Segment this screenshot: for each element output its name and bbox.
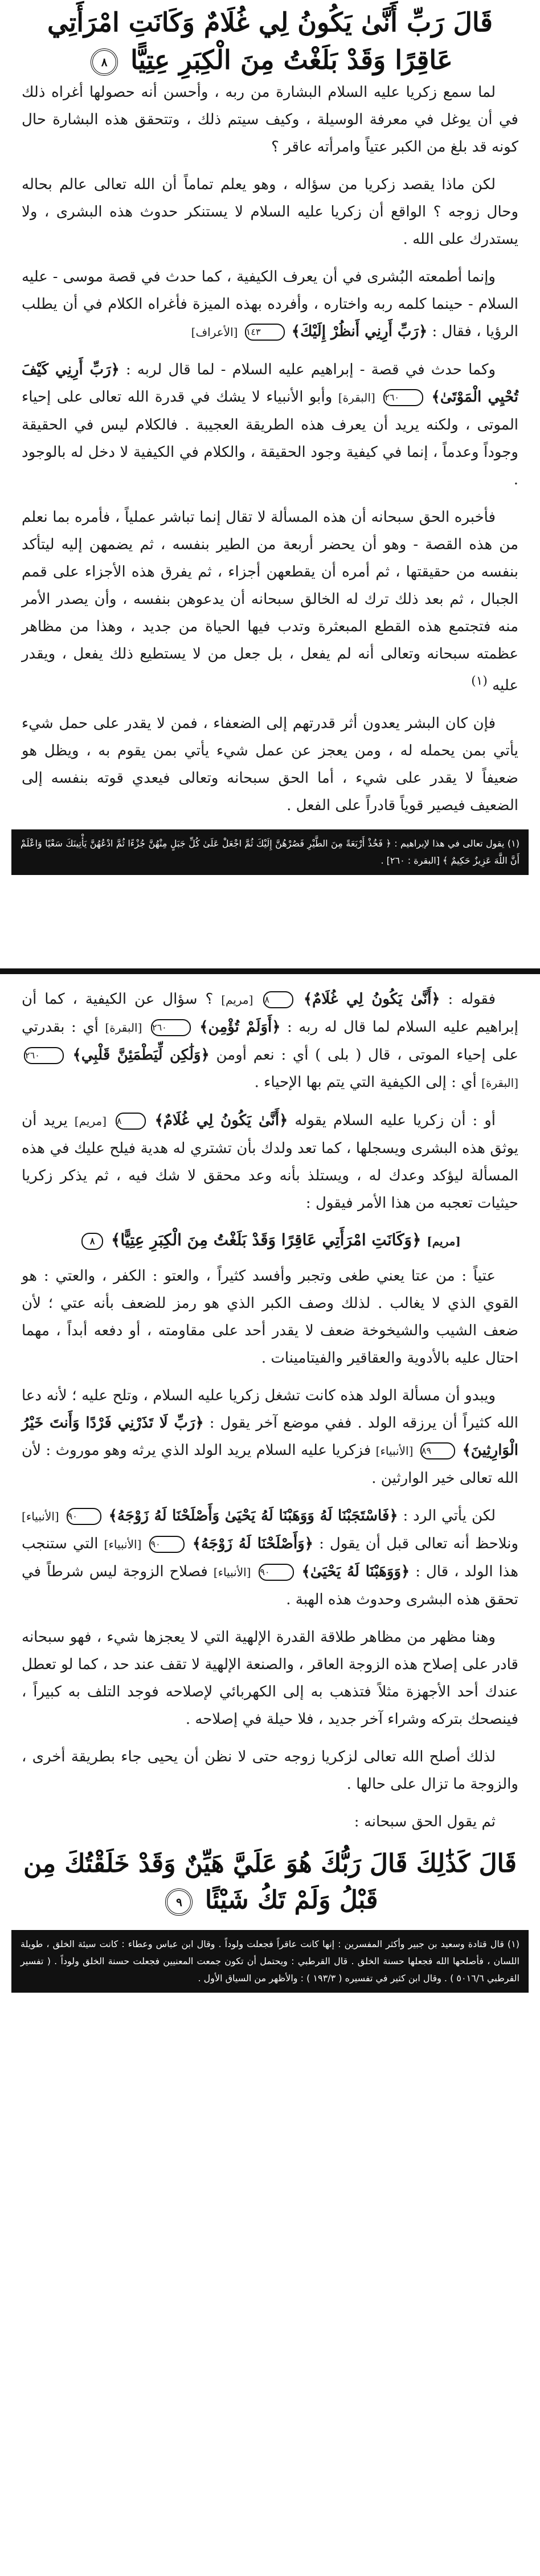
verse-number: ٢٦٠ (383, 389, 423, 406)
surah-reference: [ البقرة ] (338, 391, 375, 404)
verse-number-badge: ٨ (91, 48, 118, 76)
paragraph: لما سمع زكريا عليه السلام البشارة من ربه ، وأحسن أنه حصولها أغراه ذلك في أن يوغل في معرفة الوسيلة ، وكيف سيتم ذلك ، وتتحقق هذه البشارة حال كونه قد بلغ من الكبر عتياً وامرأته عاقر ؟ (22, 84, 518, 156)
quran-quote: ﴿ وَوَهَبْنَا لَهُ يَحْيَىٰ ﴾ (302, 1563, 410, 1580)
quran-quote: ﴿ رَبِّ أَرِنِي أَنظُرْ إِلَيْكَ ﴾ (292, 323, 427, 340)
quran-quote: ﴿ أَنَّىٰ يَكُونُ لِي غُلَامٌ ﴾ (304, 991, 440, 1008)
quran-quote: ﴿ وَأَصْلَحْنَا لَهُ زَوْجَهُ ﴾ (193, 1535, 313, 1552)
surah-reference: [ البقرة ] (105, 1021, 142, 1035)
paragraph: لذلك أصلح الله تعالى لزكريا زوجه حتى لا نظن أن يحيى جاء بطريقة أخرى ، والزوجة ما تزال على حالها . (22, 1748, 518, 1793)
surah-reference: [ البقرة ] (481, 1076, 518, 1090)
paragraph: وهنا مظهر من مظاهر طلاقة القدرة الإلهية التي لا يعجزها شيء ، فهو سبحانه قادر على إصلاح هذه الزوجة العاقر ، والصنعة الإلهية لا تقف عند حد ، كما لو تعطل عندك أحد الأجهزة مثلاً فتذهب به إلى الكهربائي لإصلاحه فوجد التلف به كبيراً ، فينصحك بتركه وشراء آخر جديد ، فلا حيلة في إصلاحه . (22, 1629, 518, 1728)
verse-heading: قَالَ رَبِّ أَنَّىٰ يَكُونُ لِي غُلَامٌ وَكَانَتِ امْرَأَتِي عَاقِرًا وَقَدْ بَلَغْتُ مِنَ الْكِبَرِ عِتِيًّا ٨ (47, 7, 493, 75)
quran-quote: ﴿ وَلَٰكِن لِّيَطْمَئِنَّ قَلْبِي ﴾ (72, 1046, 209, 1064)
quran-quote: ﴿ أَوَلَمْ تُؤْمِن ﴾ (199, 1019, 280, 1036)
footnote: (١) قال قتادة وسعيد بن جبير وأكثر المفسرين : إنها كانت عاقراً فجعلت ولوداً . وقال ابن عباس وعطاء : كانت سيئة الخلق ، طويلة اللسان ، فأصلحها الله فجعلها حسنة الخلق . قال القرطبي : ويحتمل أن تكون جمعت المعنيين فجعلت حسنة الخلق ولوداً . ( تفسير القرطبي ٥٠١٦/٦ ) . وقال ابن كثير في تفسيره ( ١٩٣/٣ ) : والأظهر من السياق الأول . (11, 1930, 529, 1993)
verse-number: ٢٦٠ (24, 1047, 64, 1064)
page-one (0, 0, 540, 968)
centered-quran-quote: [ مريم ] ﴿ وَكَانَتِ امْرَأَتِي عَاقِرًا وَقَدْ بَلَغْتُ مِنَ الْكِبَرِ عِتِيًّا ﴾ ٨ (22, 1227, 518, 1254)
surah-reference: [ الأنبياء ] (214, 1565, 251, 1579)
verse-number: ٩٠ (149, 1536, 184, 1553)
paragraph: فقوله : ﴿ أَنَّىٰ يَكُونُ لِي غُلَامٌ ﴾ ٨ [ مريم ] ؟ سؤال عن الكيفية ، كما أن إبراهيم عليه السلام لما قال له ربه : ﴿ أَوَلَمْ تُؤْمِن ﴾ ٢٦٠ [ البقرة ] أي : بقدرتي على إحياء الموتى ، قال ( بلى ) أي : نعم أومن ﴿ وَلَٰكِن لِّيَطْمَئِنَّ قَلْبِي ﴾ ٢٦٠ [ البقرة ] أي : إلى الكيفية التي يتم بها الإحياء . (22, 986, 518, 1097)
quran-quote: ﴿ فَاسْتَجَبْنَا لَهُ وَوَهَبْنَا لَهُ يَحْيَىٰ وَأَصْلَحْنَا لَهُ زَوْجَهُ ﴾ (109, 1507, 398, 1524)
paragraph: وإنما أطمعته البُشرى في أن يعرف الكيفية ، كما حدث في قصة موسى - عليه السلام - حينما كلمه ربه واختاره ، وأفرده بهذه الميزة فأغراه الكلام في أن يطلب الرؤيا ، فقال : ﴿ رَبِّ أَرِنِي أَنظُرْ إِلَيْكَ ﴾ ١٤٣ [ الأعراف ] (22, 263, 518, 346)
verse-number: ٨ (116, 1113, 146, 1130)
paragraph: أو : أن زكريا عليه السلام يقوله ﴿ أَنَّىٰ يَكُونُ لِي غُلَامٌ ﴾ ٨ [ مريم ] يريد أن يوثق هذه البشرى ويسجلها ، كما تعد ولدك بأن تشتري له هدية فيلح عليك في هذه المسألة ليؤكد وعدك له ، ويستلذ بأنه وعد محقق لا شك فيه ، ثم يذكر زكريا حيثيات تعجبه من هذا الأمر فيقول : (22, 1107, 518, 1217)
surah-reference: [ الأعراف ] (191, 325, 238, 339)
paragraph: فأخبره الحق سبحانه أن هذه المسألة لا تقال إنما تباشر عملياً ، فأمره بما نعلم من هذه القصة - وهو أن يحضر أربعة من الطير بنفسه ، ثم يضمهن إليه ليتأكد بنفسه من حقيقتها ، ثم أمره أن يقطعهن أجزاء ، ثم يفرق هذه الأجزاء على قمم الجبال ، ثم بعد ذلك ترك له الخالق سبحانه أن يدعوهن بنفسه ، وأن يصدر الأمر منه فتجتمع هذه القطع المبعثرة وتدب فيها الحياة من جديد ، وهذا من مظاهر عظمته سبحانه وتعالى أنه لم يفعل ، بل جعل من لا يستطيع ذلك يفعل ، ويقدر عليه $^{(١)}$ (22, 509, 518, 694)
verse-number: ١٤٣ (245, 324, 285, 341)
verse-number: ٨ (81, 1233, 103, 1250)
paragraph: عتياً : من عتا يعني طغى وتجبر وأفسد كثيراً ، والعتو : الكفر ، والعتي : هو القوي الذي لا يغالب . لذلك وصف الكبر الذي هو رمز للضعف بأنه عتي ؛ لأن ضعف الشيب والشيخوخة ضعف لا يقدر أحد على مقاومته ، أو دفعه أبداً ، مهما احتال عليه بالأدوية والعقاقير والفيتامينات . (22, 1267, 518, 1367)
surah-reference: [ الأنبياء ] (22, 1510, 59, 1523)
quran-quote: ﴿ رَبِّ لَا تَذَرْنِي فَرْدًا وَأَنتَ خَيْرُ الْوَارِثِينَ ﴾ (22, 1414, 518, 1459)
surah-reference: [ مريم ] (221, 993, 253, 1007)
verse-number: ٩٠ (67, 1508, 101, 1525)
surah-reference: [ الأنبياء ] (376, 1444, 414, 1458)
surah-reference: [ مريم ] (75, 1114, 107, 1128)
quran-quote: ﴿ رَبِّ أَرِنِي كَيْفَ تُحْيِي الْمَوْتَىٰ ﴾ (22, 361, 518, 406)
verse-number: ٨٩ (420, 1442, 455, 1459)
paragraph: وكما حدث في قصة - إبراهيم عليه السلام - لما قال لربه : ﴿ رَبِّ أَرِنِي كَيْفَ تُحْيِي الْمَوْتَىٰ ﴾ ٢٦٠ [ البقرة ] وأبو الأنبياء لا يشك في قدرة الله تعالى على إحياء الموتى ، ولكنه يريد أن يعرف هذه الطريقة العجيبة . فالكلام ليس في الحقيقة وجوداً وعدماً ، إنما في كيفية وجود الحقيقة ، والكلام في الكيفية لا دخل له بالوجود . (22, 356, 518, 493)
verse-number: ٨ (263, 991, 293, 1008)
closing-verse: قَالَ كَذَٰلِكَ قَالَ رَبُّكَ هُوَ عَلَيَّ هَيِّنٌ وَقَدْ خَلَقْتُكَ مِن قَبْلُ وَلَمْ تَكُ شَيْئًا ٩ (23, 1849, 517, 1915)
verse-number-badge: ٩ (165, 1888, 193, 1916)
footnote-marker: (١) (471, 674, 488, 688)
quran-quote: ﴿ أَنَّىٰ يَكُونُ لِي غُلَامٌ ﴾ (155, 1112, 288, 1129)
page-two (0, 968, 540, 2576)
paragraph: ويبدو أن مسألة الولد هذه كانت تشغل زكريا عليه السلام ، وتلح عليه ؛ لأنه دعا الله كثيراً أن يرزقه الولد . ففي موضع آخر يقول : ﴿ رَبِّ لَا تَذَرْنِي فَرْدًا وَأَنتَ خَيْرُ الْوَارِثِينَ ﴾ ٨٩ [ الأنبياء ] فزكريا عليه السلام يريد الولد الذي يرثه وهو موروث : لأن الله تعالى خير الوارثين . (22, 1382, 518, 1492)
verse-number: ٢٦٠ (151, 1019, 191, 1036)
surah-reference: [ مريم ] (427, 1234, 461, 1248)
paragraph: ثم يقول الحق سبحانه : (354, 1813, 496, 1830)
footnote: (١) يقول تعالى في هذا لإبراهيم : ﴿ فَخُذْ أَرْبَعَةً مِنَ الطَّيْرِ فَصُرْهُنَّ إِلَيْكَ ثُمَّ اجْعَلْ عَلَىٰ كُلِّ جَبَلٍ مِنْهُنَّ جُزْءًا ثُمَّ ادْعُهُنَّ يَأْتِينَكَ سَعْيًا وَاعْلَمْ أَنَّ اللَّهَ عَزِيزٌ حَكِيمٌ ﴾ [البقرة : ٢٦٠] . (11, 829, 529, 875)
paragraph: لكن ماذا يقصد زكريا من سؤاله ، وهو يعلم تماماً أن الله تعالى عالم بحاله وحال زوجه ؟ الواقع أن زكريا عليه السلام لا يستنكر حدوث هذه البشرى ، ولا يستدرك على الله . (22, 176, 518, 248)
paragraph: لكن يأتي الرد : ﴿ فَاسْتَجَبْنَا لَهُ وَوَهَبْنَا لَهُ يَحْيَىٰ وَأَصْلَحْنَا لَهُ زَوْجَهُ ﴾ ٩٠ [ الأنبياء ] ونلاحظ أنه تعالى قبل أن يقول : ﴿ وَأَصْلَحْنَا لَهُ زَوْجَهُ ﴾ ٩٠ [ الأنبياء ] التي ستنجب هذا الولد ، قال : ﴿ وَوَهَبْنَا لَهُ يَحْيَىٰ ﴾ ٩٠ [ الأنبياء ] فصلاح الزوجة ليس شرطاً في تحقق هذه البشرى وحدوث هذه الهبة . (22, 1502, 518, 1613)
surah-reference: [ الأنبياء ] (104, 1538, 142, 1551)
paragraph: فإن كان البشر يعدون أثر قدرتهم إلى الضعفاء ، فمن لا يقدر على حمل شيء يأتي بمن يحمله له ، ومن يعجز عن عمل شيء يأتي بمن يقوم به ، ويظل هو ضعيفاً لا يقدر على شيء ، أما الحق سبحانه وتعالى فيعدي قوته بنفسه إلى الضعيف فيصير قوياً قادراً على الفعل . (22, 714, 518, 814)
verse-number: ٩٠ (259, 1564, 293, 1581)
